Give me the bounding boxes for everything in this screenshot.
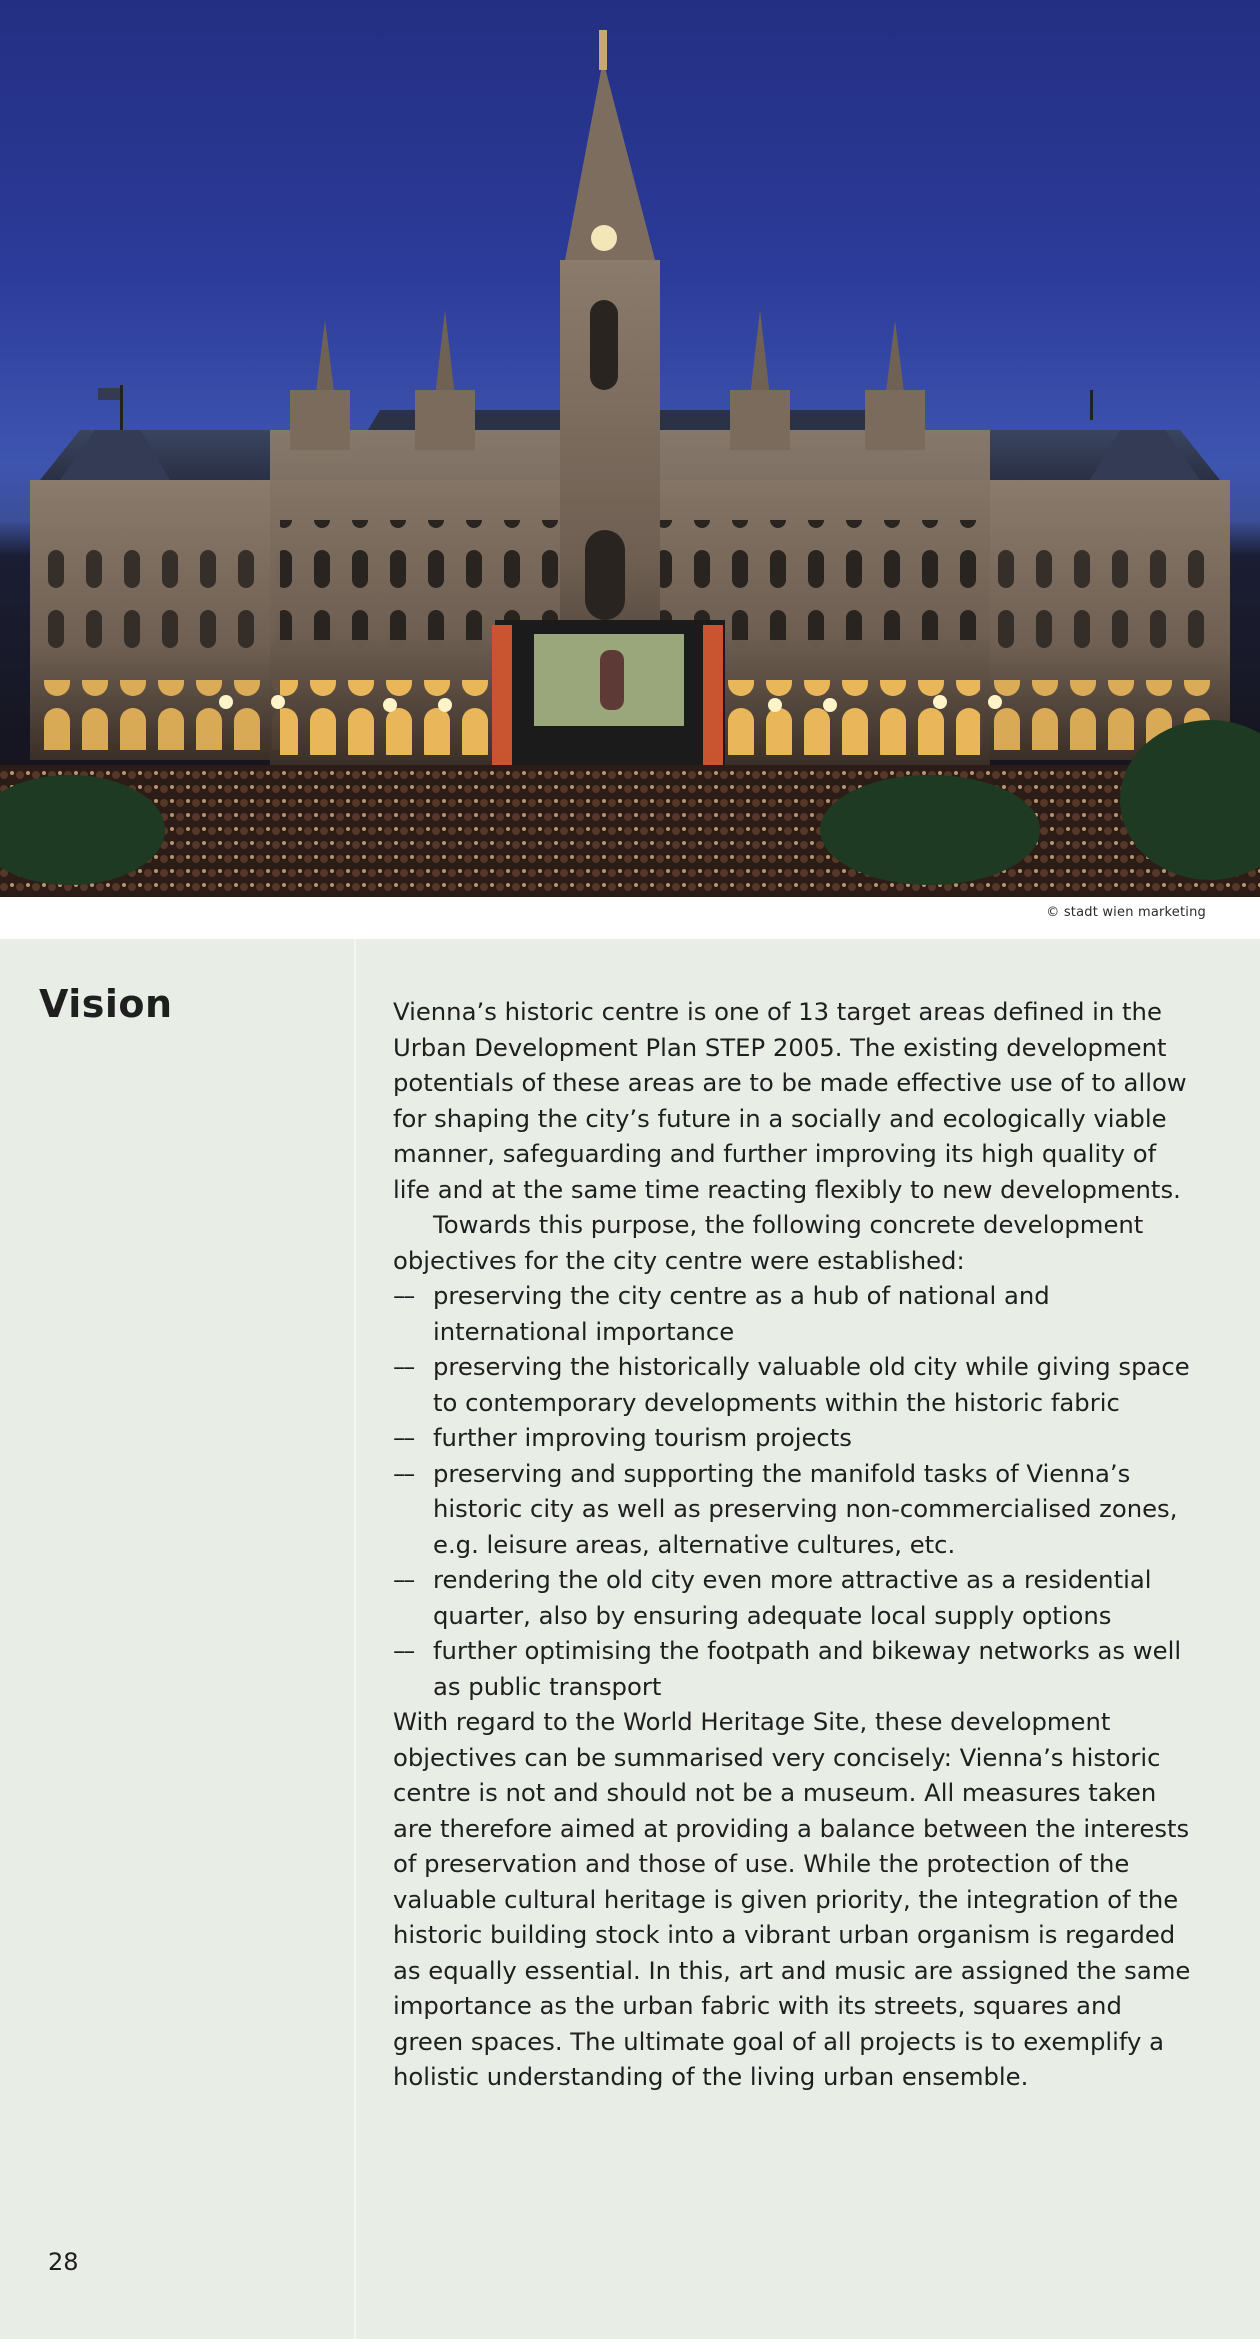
list-item (393, 1420, 1193, 1456)
list-item-text: further optimising the footpath and bikeway networks as well as public transport (433, 1636, 1182, 1701)
paragraph-intro: Vienna’s historic centre is one of 13 target areas defined in the Urban Development Plan STEP 2005. The existing development potentials of these areas are to be made effective use of to allow for shaping the city’s future in a socially and ecologically viable manner, safeguarding and further improving its high quality of life and at the same time reacting flexibly to new developments. (393, 997, 1187, 1204)
photo-credit: © stadt wien marketing (1046, 905, 1206, 920)
list-marker: –– (393, 1458, 414, 1488)
list-item-text: preserving the city centre as a hub of national and international importance (433, 1281, 1050, 1346)
list-item-text: preserving and supporting the manifold tasks of Vienna’s historic city as well as preserving non-commercialised zones, e.g. leisure areas, alternative cultures, etc. (433, 1458, 1178, 1559)
list-marker: –– (393, 1565, 414, 1594)
list-item-text: preserving the historically valuable old city while giving space to contemporary developments within the historic fabric (433, 1352, 1190, 1417)
page-number: 28 (48, 2248, 79, 2276)
list-item-text: further improving tourism projects (433, 1423, 852, 1452)
list-item-text: rendering the old city even more attractive as a residential quarter, also by ensuring adequate local supply options (433, 1565, 1152, 1630)
section-heading: Vision (39, 982, 173, 1026)
body-text (393, 994, 1193, 2095)
list-marker: –– (393, 1636, 414, 1665)
caption-strip (0, 897, 1260, 939)
city-hall-illustration (0, 0, 1260, 897)
objectives-list (393, 1278, 1193, 1704)
list-marker: –– (393, 1281, 414, 1310)
list-marker: –– (393, 1352, 414, 1381)
paragraph-summary: With regard to the World Heritage Site, these development objectives can be summarised very concisely: Vienna’s historic centre is not and should not be a museum. All measures taken are therefore aimed at providing a balance between the interests of preservation and those of use. While the protection of the valuable cultural heritage is given priority, the integration of the historic building stock into a vibrant urban organism is regarded as equally essential. In this, art and music are assigned the same importance as the urban fabric with its streets, squares and green spaces. The ultimate goal of all projects is to exemplify a holistic understanding of the living urban ensemble. (393, 1707, 1191, 2091)
list-item (393, 1633, 1193, 1704)
column-divider (354, 939, 356, 2339)
list-item (393, 1456, 1193, 1563)
list-item (393, 1278, 1193, 1349)
paragraph-objectives: Towards this purpose, the following concrete development objectives for the city centre were established: (393, 1210, 1144, 1275)
city-hall-photo (0, 0, 1260, 897)
list-item (393, 1562, 1193, 1633)
list-item (393, 1349, 1193, 1420)
list-marker: –– (393, 1423, 414, 1452)
